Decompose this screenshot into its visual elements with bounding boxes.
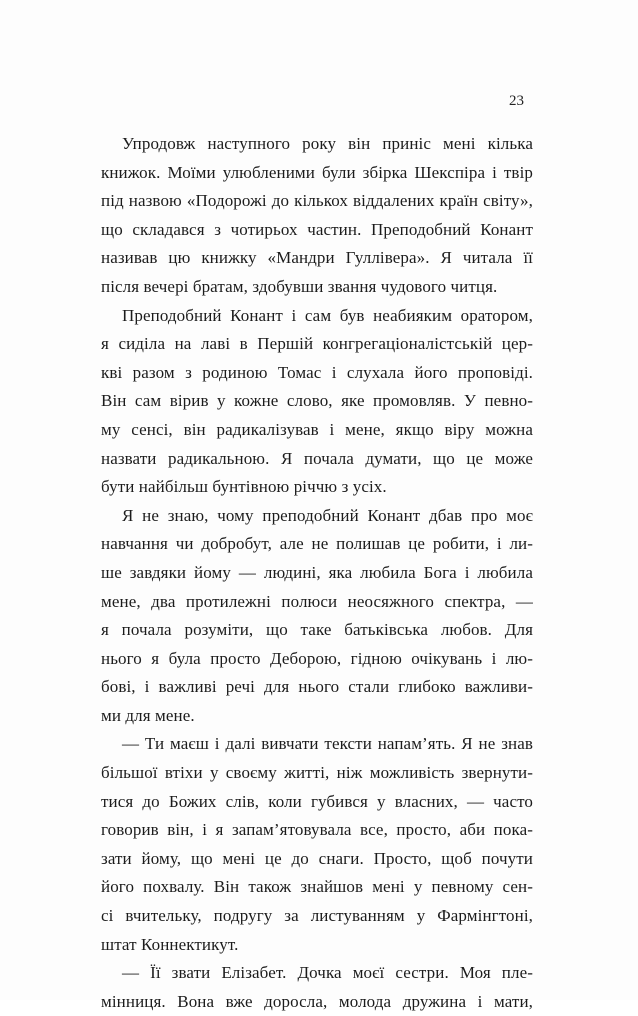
text-line: бові, і важливі речі для нього стали глибоко важливи- <box>101 677 533 697</box>
text-line: бути найбільш бунтівною річчю з усіх. <box>101 477 387 497</box>
paragraph <box>101 502 533 731</box>
text-line: Він сам вірив у кожне слово, яке промовляв. У певно- <box>101 391 533 411</box>
text-line: називав цю книжку «Мандри Гуллівера». Я читала її <box>101 248 533 268</box>
body-text <box>101 130 533 1016</box>
text-line: — Ти маєш і далі вивчати тексти напам’ять. Я не знав <box>122 734 533 754</box>
text-line: говорив він, і я запам’ятовувала все, просто, аби пока- <box>101 820 533 840</box>
text-line: сі вчительку, подругу за листуванням у Фармінгтоні, <box>101 906 533 926</box>
text-line: його похвалу. Він також знайшов мені у певному сен- <box>101 877 533 897</box>
text-line: нього я була просто Деборою, гідною очікувань і лю- <box>101 648 533 668</box>
text-line: Преподобний Конант і сам був неабияким оратором, <box>122 305 533 325</box>
paragraph <box>101 959 533 1016</box>
text-line: Упродовж наступного року він приніс мені кілька <box>122 134 533 153</box>
text-line: мінниця. Вона вже доросла, молода дружина і мати, <box>101 991 533 1011</box>
text-line: Я не знаю, чому преподобний Конант дбав про моє <box>122 505 533 525</box>
page-number: 23 <box>509 93 524 109</box>
text-line: навчання чи добробут, але не полишав це робити, і ли- <box>101 534 533 554</box>
paragraph <box>101 730 533 959</box>
text-line: — Її звати Елізабет. Дочка моєї сестри. Моя пле- <box>122 963 533 983</box>
text-line: я сиділа на лаві в Першій конгрегаціоналістській цер- <box>101 334 533 354</box>
text-line: книжок. Моїми улюбленими були збірка Шекспіра і твір <box>101 162 533 182</box>
text-line: тися до Божих слів, коли губився у власних, — часто <box>101 791 533 811</box>
text-line: більшої втіхи у своєму житті, ніж можливість звернути- <box>101 763 533 783</box>
text-line: під назвою «Подорожі до кількох віддалених країн світу», <box>101 191 533 211</box>
text-line: штат Коннектикут. <box>101 934 239 954</box>
text-line: зати йому, що мені це до снаги. Просто, щоб почути <box>101 848 533 868</box>
text-line: му сенсі, він радикалізував і мене, якщо віру можна <box>101 419 533 439</box>
paragraph <box>101 130 533 302</box>
text-line: кві разом з родиною Томас і слухала його проповіді. <box>101 362 533 382</box>
text-line: мене, два протилежні полюси неосяжного спектра, — <box>101 591 533 611</box>
text-line: назвати радикальною. Я почала думати, що це може <box>101 448 533 468</box>
text-line: що складався з чотирьох частин. Преподобний Конант <box>101 219 533 239</box>
paragraph <box>101 302 533 502</box>
text-line: я почала розуміти, що таке батьківська любов. Для <box>101 620 533 640</box>
text-line: після вечері братам, здобувши звання чудового читця. <box>101 276 498 296</box>
text-line: ми для мене. <box>101 705 195 725</box>
text-line: ше завдяки йому — людині, яка любила Бога і любила <box>101 562 533 582</box>
